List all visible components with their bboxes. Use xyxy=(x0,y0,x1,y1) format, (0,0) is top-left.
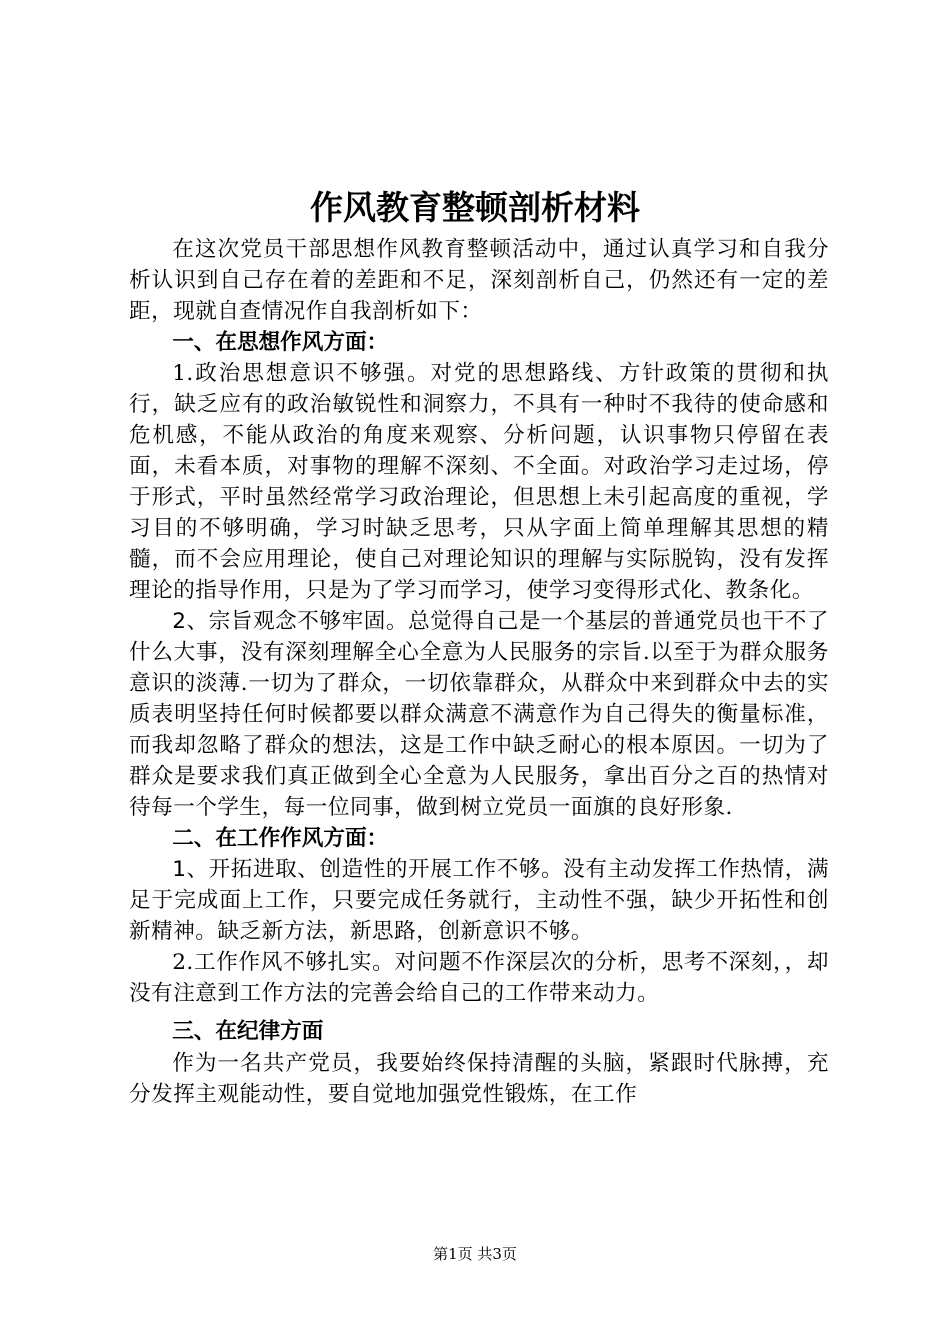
paragraph-purpose-concept xyxy=(129,606,829,823)
paragraph-body: 总觉得自己是一个基层的普通党员也干不了什么大事，没有深刻理解全心全意为人民服务的宗旨.以至于为群众服务意识的淡薄.一切为了群众，一切依靠群众，从群众中来到群众中去的实质表明坚持任何时候都要以群众满意不满意作为自己得失的衡量标准，而我却忽略了群众的想法，这是工作中缺乏耐心的根本原因。一切为了群众是要求我们真正做到全心全意为人民服务，拿出百分之百的热情对待每一个学生，每一位同事，做到树立党员一面旗的良好形象. xyxy=(129,609,829,820)
paragraph-discipline: 作为一名共产党员，我要始终保持清醒的头脑，紧跟时代脉搏，充分发挥主观能动性，要自觉地加强党性锻炼，在工作 xyxy=(129,1051,829,1107)
paragraph-work-solidity: 2.工作作风不够扎实。对问题不作深层次的分析，思考不深刻，，却没有注意到工作方法的完善会给自己的工作带来动力。 xyxy=(129,950,829,1006)
section-heading-discipline: 三、在纪律方面 xyxy=(172,1019,324,1044)
intro-paragraph: 在这次党员干部思想作风教育整顿活动中，通过认真学习和自我分析认识到自己存在着的差距和不足，深刻剖析自己，仍然还有一定的差距，现就自查情况作自我剖析如下： xyxy=(129,237,829,324)
paragraph-lead: 2、宗旨观念不够牢固。 xyxy=(172,609,409,634)
paragraph-body: 没有主动发挥工作热情，满足于完成面上工作，只要完成任务就行，主动性不强，缺少开拓性和创新精神。缺乏新方法，新思路，创新意识不够。 xyxy=(129,857,829,944)
page-footer: 第1页 共3页 xyxy=(433,1245,517,1263)
document-body xyxy=(129,234,829,1110)
document-title: 作风教育整顿剖析材料 xyxy=(310,188,640,227)
paragraph-political-awareness: 1.政治思想意识不够强。对党的思想路线、方针政策的贯彻和执行，缺乏应有的政治敏锐性和洞察力，不具有一种时不我待的使命感和危机感，不能从政治的角度来观察、分析问题，认识事物只停留在表面，未看本质，对事物的理解不深刻、不全面。对政治学习走过场，停于形式，平时虽然经常学习政治理论，但思想上未引起高度的重视，学习目的不够明确，学习时缺乏思考，只从字面上简单理解其思想的精髓，而不会应用理论，使自己对理论知识的理解与实际脱钩，没有发挥理论的指导作用，只是为了学习而学习，使学习变得形式化、教条化。 xyxy=(129,361,829,603)
paragraph-lead: 1、开拓进取、创造性的开展工作不够。 xyxy=(172,857,564,882)
section-heading-thought-style: 一、在思想作风方面： xyxy=(172,330,389,355)
section-heading-work-style: 二、在工作作风方面： xyxy=(172,826,389,851)
paragraph-innovation xyxy=(129,854,829,947)
